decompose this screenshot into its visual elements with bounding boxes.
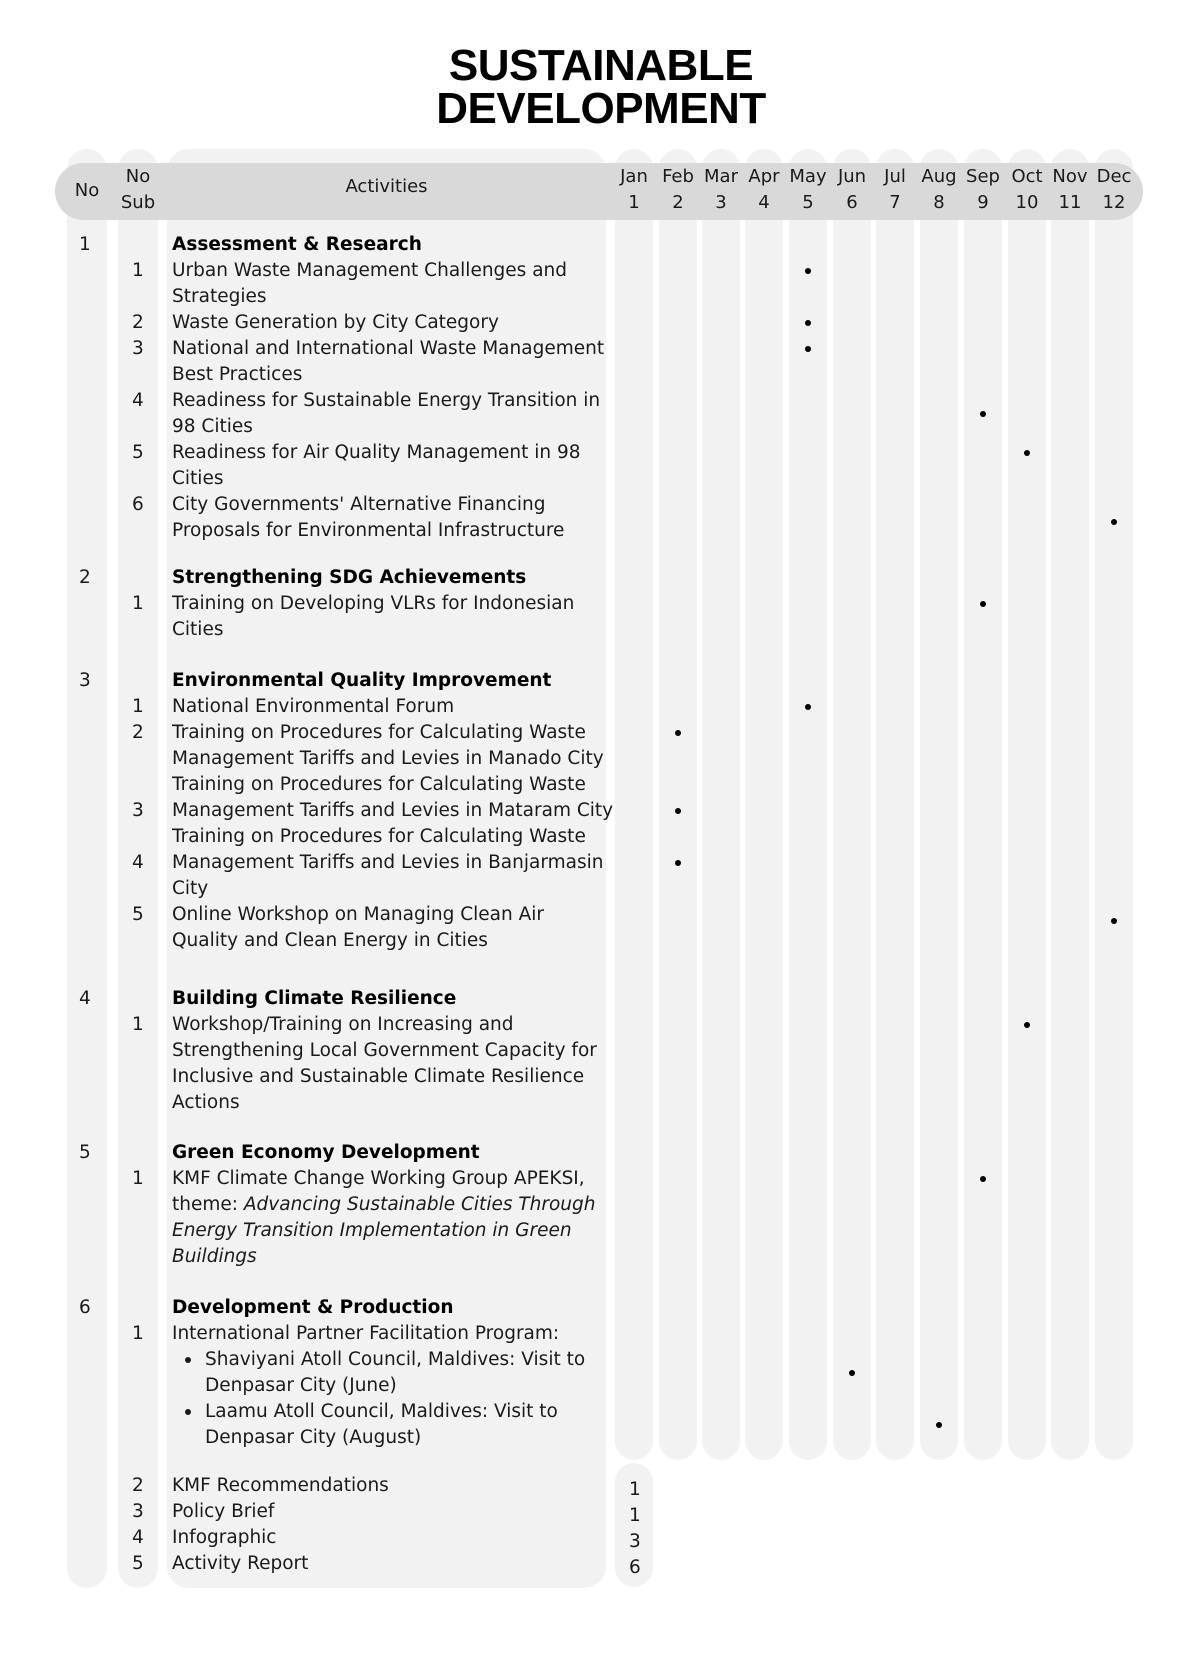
- column-apr: [745, 149, 783, 1460]
- bullet-icon: [185, 1357, 191, 1363]
- activity-text: 98 Cities: [172, 416, 253, 437]
- activity-text: Proposals for Environmental Infrastructure: [172, 520, 565, 541]
- sub-number: 3: [132, 800, 144, 821]
- header-month-oct: [1004, 164, 1050, 216]
- group-title: Strengthening SDG Achievements: [172, 567, 527, 588]
- activity-text: Strategies: [172, 286, 267, 307]
- month-number: 10: [1015, 192, 1039, 213]
- header-sub: [118, 164, 158, 216]
- schedule-dot-oct: [1024, 450, 1030, 456]
- schedule-dot-jun: [849, 1370, 855, 1376]
- month-number: 8: [933, 192, 945, 213]
- month-name: Feb: [662, 166, 694, 187]
- sub-number: 4: [132, 1527, 144, 1549]
- schedule-dot-may: [805, 704, 811, 710]
- schedule-dot-sep: [980, 1176, 986, 1182]
- activity-text: Cities: [172, 619, 224, 640]
- activity-text: Actions: [172, 1092, 240, 1113]
- month-name: Apr: [748, 166, 780, 187]
- sub-number: 4: [132, 852, 144, 873]
- group-number: 3: [79, 670, 91, 691]
- activity-text: KMF Climate Change Working Group APEKSI,: [172, 1168, 585, 1189]
- header-month-dec: [1091, 164, 1137, 216]
- theme-text: Buildings: [172, 1246, 257, 1267]
- header-month-feb: [655, 164, 701, 216]
- header-month-jun: [829, 164, 875, 216]
- column-nov: [1051, 149, 1089, 1460]
- column-aug: [920, 149, 958, 1460]
- activity-text: Strengthening Local Government Capacity for: [172, 1040, 597, 1061]
- sub-number: 1: [132, 1014, 144, 1035]
- activity-text: Cities: [172, 468, 224, 489]
- activity-text: Training on Developing VLRs for Indonesian: [172, 593, 575, 614]
- schedule-dot-aug: [936, 1422, 942, 1428]
- header-month-jan: [611, 164, 657, 216]
- schedule-dot-sep: [980, 601, 986, 607]
- activity-text: City: [172, 878, 209, 899]
- sub-number: 1: [132, 593, 144, 614]
- activity-text: Quality and Clean Energy in Cities: [172, 930, 488, 951]
- month-name: Dec: [1096, 166, 1132, 187]
- group-number: 6: [79, 1297, 91, 1318]
- schedule-dot-oct: [1024, 1022, 1030, 1028]
- schedule-dot-may: [805, 346, 811, 352]
- activity-text: Management Tariffs and Levies in Mataram City: [172, 800, 614, 821]
- activity-text: Readiness for Air Quality Management in 98: [172, 442, 581, 463]
- header-month-mar: [698, 164, 744, 216]
- activity-text: National Environmental Forum: [172, 696, 455, 717]
- group-title: Development & Production: [172, 1297, 454, 1318]
- schedule-dot-may: [805, 268, 811, 274]
- column-no: [67, 149, 107, 1588]
- sub-number: 2: [132, 1475, 144, 1497]
- column-dec: [1095, 149, 1133, 1460]
- group-number: 1: [79, 234, 91, 255]
- column-feb: [659, 149, 697, 1460]
- column-jan: [615, 149, 653, 1460]
- header-month-may: [785, 164, 831, 216]
- output-count: 1: [629, 1505, 641, 1527]
- sub-number: 1: [132, 696, 144, 717]
- month-number: 3: [715, 192, 727, 213]
- sub-number: 3: [132, 338, 144, 359]
- column-jun: [833, 149, 871, 1460]
- activity-text: Urban Waste Management Challenges and: [172, 260, 567, 281]
- group-number: 5: [79, 1142, 91, 1163]
- header-month-aug: [916, 164, 962, 216]
- month-name: Mar: [704, 166, 738, 187]
- month-name: Jun: [837, 166, 867, 187]
- bullet-text: Denpasar City (August): [205, 1427, 422, 1448]
- sub-number: 1: [132, 260, 144, 281]
- month-name: May: [789, 166, 827, 187]
- header-no: No: [74, 180, 100, 201]
- title-line-1: SUSTAINABLE: [448, 41, 754, 90]
- sub-number: 3: [132, 1501, 144, 1523]
- output-count: 3: [629, 1531, 641, 1553]
- activity-text: Policy Brief: [172, 1501, 275, 1523]
- sub-number: 1: [132, 1323, 144, 1344]
- month-number: 6: [846, 192, 858, 213]
- month-name: Jan: [620, 166, 648, 187]
- sub-number: 5: [132, 904, 144, 925]
- month-number: 1: [628, 192, 640, 213]
- activity-text: International Partner Facilitation Program:: [172, 1323, 560, 1344]
- theme-text: Advancing Sustainable Cities Through: [243, 1194, 596, 1215]
- sub-number: 4: [132, 390, 144, 411]
- activity-text: Waste Generation by City Category: [172, 312, 499, 333]
- header-sub-line2: Sub: [120, 192, 156, 213]
- activity-text: Readiness for Sustainable Energy Transition in: [172, 390, 601, 411]
- column-jul: [876, 149, 914, 1460]
- month-number: 2: [672, 192, 684, 213]
- month-number: 9: [977, 192, 989, 213]
- activity-text: Online Workshop on Managing Clean Air: [172, 904, 545, 925]
- group-title: Green Economy Development: [172, 1142, 480, 1163]
- header-month-nov: [1047, 164, 1093, 216]
- activity-text: KMF Recommendations: [172, 1475, 389, 1497]
- bullet-text: Denpasar City (June): [205, 1375, 397, 1396]
- sub-number: 1: [132, 1168, 144, 1189]
- title-line-2: DEVELOPMENT: [436, 84, 766, 133]
- header-month-apr: [741, 164, 787, 216]
- activity-text: Workshop/Training on Increasing and: [172, 1014, 514, 1035]
- sub-number: 2: [132, 722, 144, 743]
- schedule-dot-dec: [1111, 918, 1117, 924]
- month-number: 11: [1058, 192, 1082, 213]
- output-count: 6: [629, 1557, 641, 1579]
- activity-text: Best Practices: [172, 364, 303, 385]
- activity-text: Training on Procedures for Calculating Waste: [172, 826, 586, 847]
- group-title: Assessment & Research: [172, 234, 422, 255]
- schedule-dot-dec: [1111, 519, 1117, 525]
- month-name: Jul: [884, 166, 906, 187]
- sub-number: 2: [132, 312, 144, 333]
- output-count: 1: [629, 1479, 641, 1501]
- bullet-text: Laamu Atoll Council, Maldives: Visit to: [205, 1401, 558, 1422]
- activity-text: National and International Waste Management: [172, 338, 605, 359]
- column-sep: [964, 149, 1002, 1460]
- schedule-dot-feb: [675, 860, 681, 866]
- month-number: 4: [758, 192, 770, 213]
- column-oct: [1008, 149, 1046, 1460]
- schedule-dot-feb: [675, 808, 681, 814]
- sub-number: 5: [132, 442, 144, 463]
- sub-number: 5: [132, 1553, 144, 1575]
- month-number: 12: [1102, 192, 1126, 213]
- activity-text: Inclusive and Sustainable Climate Resilience: [172, 1066, 585, 1087]
- activity-text: Management Tariffs and Levies in Banjarmasin: [172, 852, 604, 873]
- schedule-dot-sep: [980, 411, 986, 417]
- month-number: 7: [889, 192, 901, 213]
- header-month-jul: [872, 164, 918, 216]
- theme-text: Energy Transition Implementation in Green: [172, 1220, 572, 1241]
- month-number: 5: [802, 192, 814, 213]
- activity-text: Training on Procedures for Calculating Waste: [172, 774, 586, 795]
- bullet-text: Shaviyani Atoll Council, Maldives: Visit to: [205, 1349, 586, 1370]
- month-name: Aug: [921, 166, 957, 187]
- column-mar: [702, 149, 740, 1460]
- header-sub-line1: No: [125, 166, 151, 187]
- activity-text: City Governments' Alternative Financing: [172, 494, 546, 515]
- page-title: [0, 41, 1202, 133]
- group-title: Building Climate Resilience: [172, 988, 457, 1009]
- activity-text: Training on Procedures for Calculating Waste: [172, 722, 586, 743]
- activity-theme-line: [172, 1192, 596, 1218]
- group-number: 2: [79, 567, 91, 588]
- header-activities: Activities: [345, 176, 428, 197]
- schedule-dot-may: [805, 320, 811, 326]
- bullet-icon: [185, 1409, 191, 1415]
- activity-text: Management Tariffs and Levies in Manado City: [172, 748, 604, 769]
- theme-prefix: theme:: [172, 1194, 244, 1215]
- group-title: Environmental Quality Improvement: [172, 670, 552, 691]
- month-name: Nov: [1052, 166, 1088, 187]
- activity-text: Activity Report: [172, 1553, 309, 1575]
- sub-number: 6: [132, 494, 144, 515]
- month-name: Oct: [1011, 166, 1043, 187]
- group-number: 4: [79, 988, 91, 1009]
- schedule-dot-feb: [675, 730, 681, 736]
- month-name: Sep: [966, 166, 1000, 187]
- header-month-sep: [960, 164, 1006, 216]
- activity-text: Infographic: [172, 1527, 277, 1549]
